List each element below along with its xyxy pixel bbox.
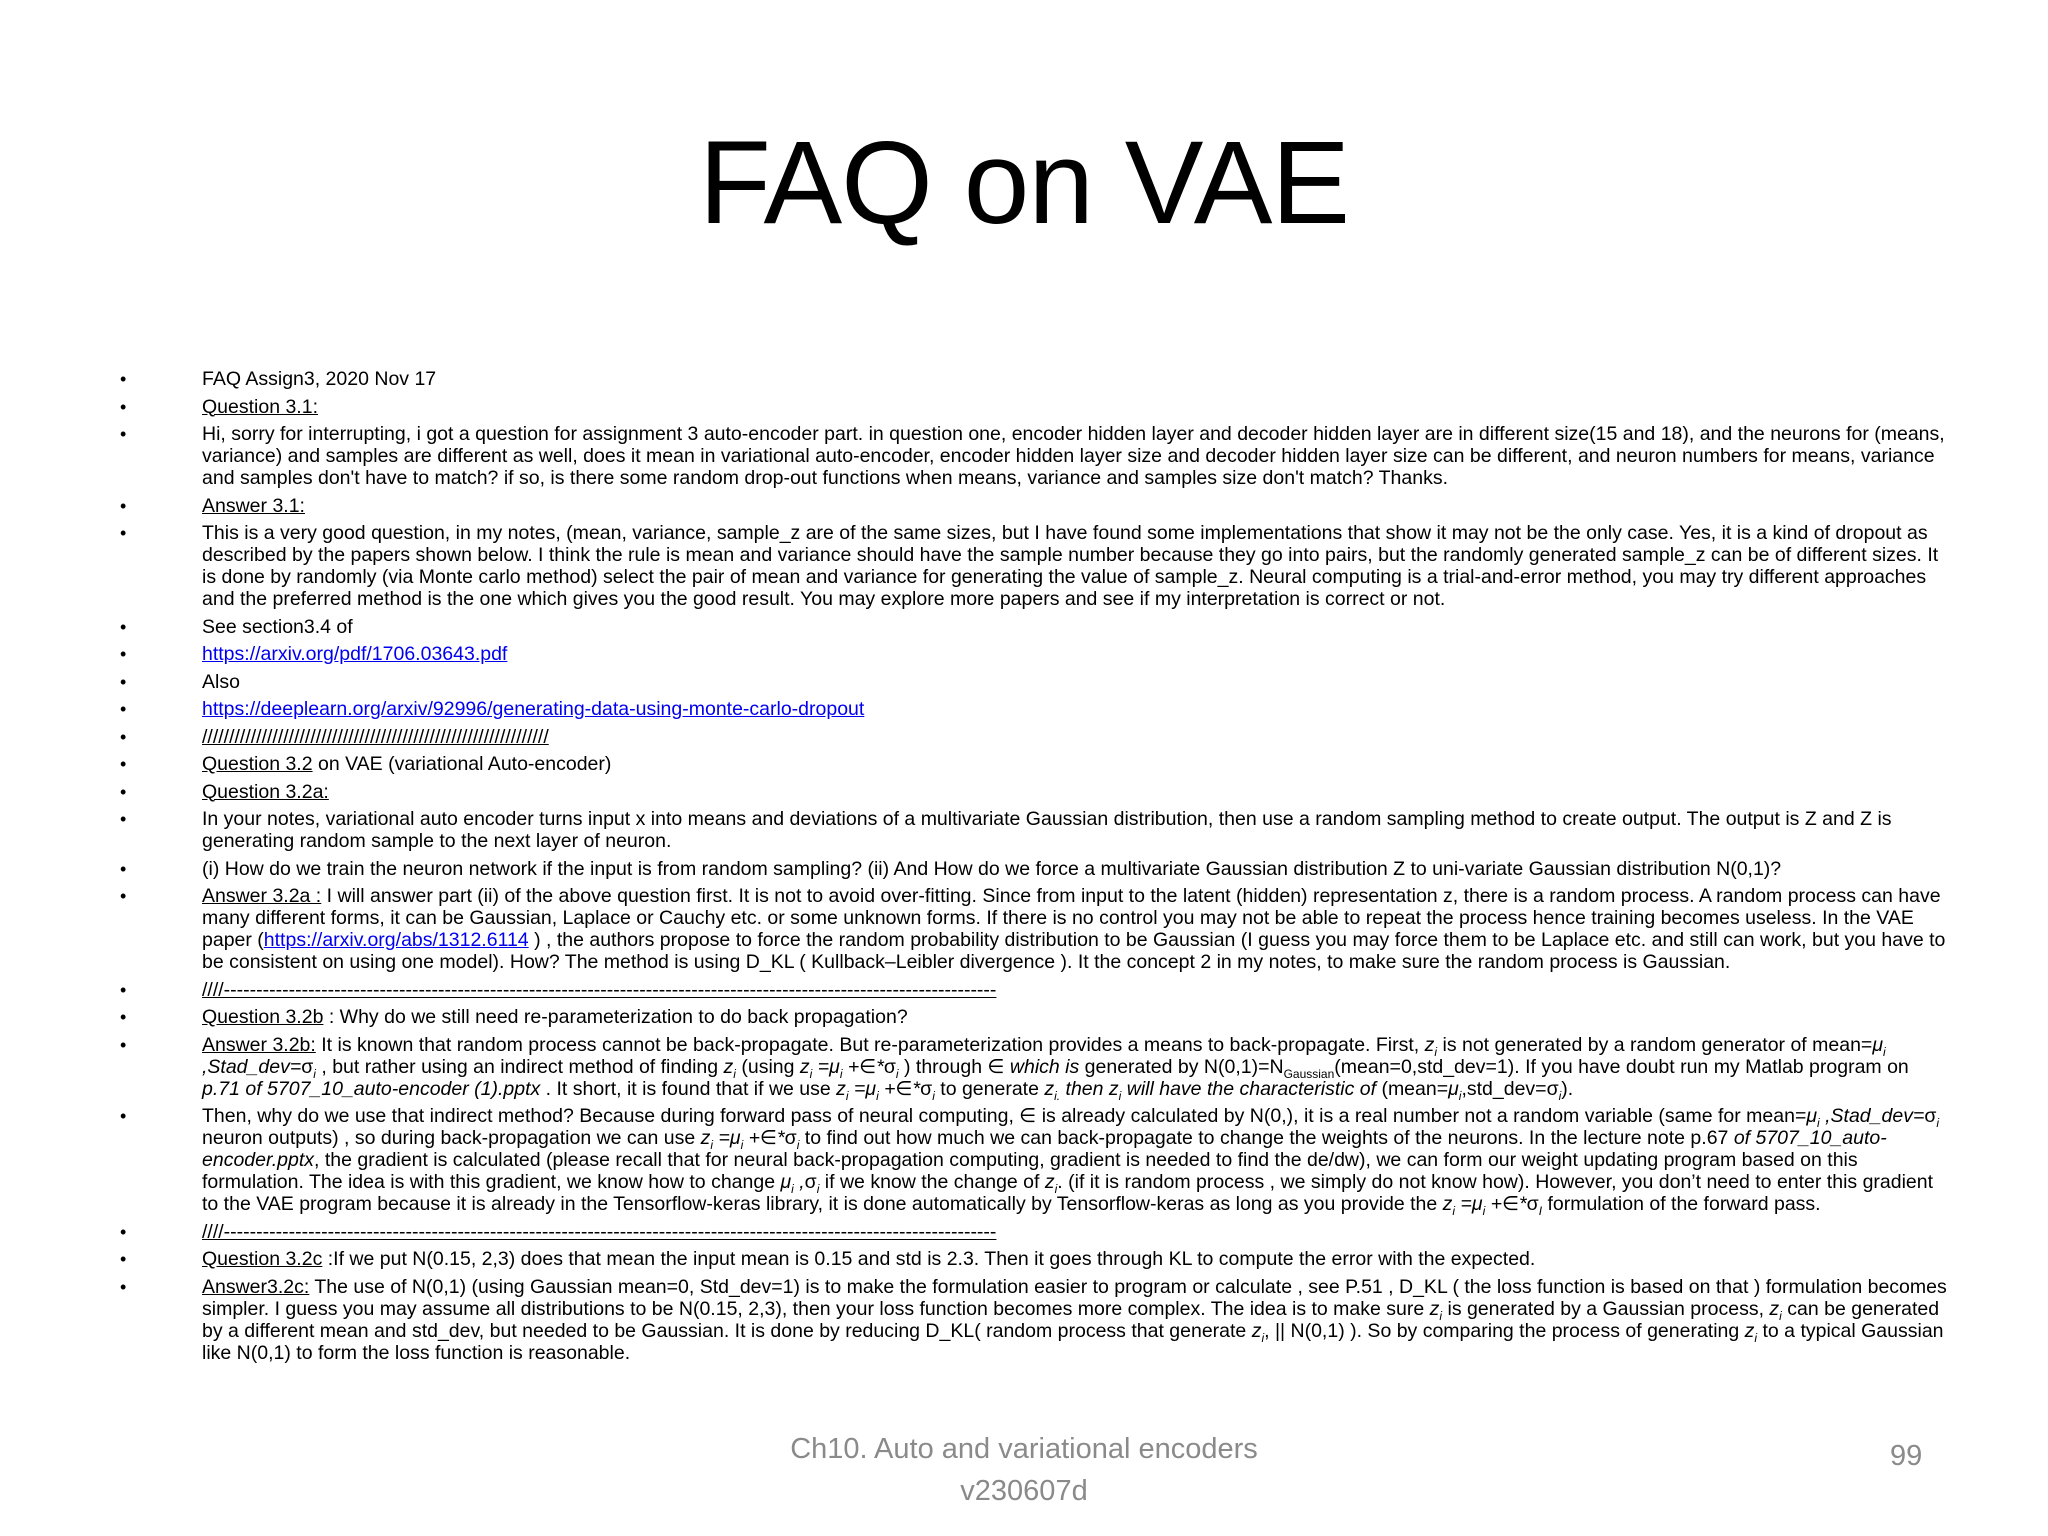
text-segment: It is known that random process cannot be back-propagate. But re-parameterization provides a means to back-propagate. First, [315, 1033, 1425, 1056]
list-item [118, 522, 1948, 610]
text-segment: z [1044, 1171, 1055, 1193]
list-item [118, 495, 1948, 517]
list-item [118, 368, 1948, 390]
list-item [118, 753, 1948, 775]
text-segment: on VAE (variational Auto-encoder) [312, 753, 612, 775]
text-segment: then z [1060, 1077, 1119, 1100]
text-segment: =μ [1455, 1193, 1483, 1215]
list-item-text [202, 726, 1948, 748]
text-segment: =μ [713, 1127, 741, 1149]
text-segment: (mean=0,std_dev=1). If you have doubt run my Matlab program on [1334, 1055, 1909, 1078]
underlined-label: Answer 3.2a : [202, 885, 322, 907]
bullet-icon: • [120, 644, 127, 664]
page-number: 99 [1890, 1440, 1923, 1472]
text-segment: z [1442, 1193, 1453, 1215]
subscript: i [876, 1088, 879, 1103]
underlined-label: Question 3.2 [202, 753, 313, 775]
text-segment: +∈* [1485, 1193, 1527, 1215]
text-segment: (mean= [1376, 1077, 1449, 1100]
bullet-icon: • [120, 781, 127, 802]
list-item-text [202, 368, 1948, 390]
list-item [118, 726, 1948, 748]
text-segment: σ [1924, 1105, 1937, 1127]
subscript: Gaussian [1283, 1066, 1335, 1081]
list-item [118, 423, 1948, 489]
bullet-icon: • [120, 858, 127, 879]
bullet-icon: • [120, 699, 127, 719]
text-segment: z [700, 1127, 711, 1149]
text-segment: , but rather using an indirect method of finding [315, 1055, 724, 1078]
bullet-icon: • [120, 886, 127, 906]
list-item-text [202, 495, 1948, 517]
text-segment: FAQ Assign3, 2020 Nov 17 [202, 368, 437, 390]
text-segment: will have the characteristic of [1121, 1077, 1377, 1100]
text-segment: σ [301, 1055, 314, 1078]
text-segment: σ [804, 1171, 817, 1193]
text-segment: In your notes, variational auto encoder turns input x into means and deviations of a multivariate Gaussian distribution, then use a random sampling method to create output. The output is Z and Z is generating random sample to the next layer of neuron. [202, 808, 1892, 852]
list-item-text [202, 979, 1948, 1001]
text-segment: to a typical Gaussian like N(0,1) to form the loss function is reasonable. [202, 1319, 1944, 1364]
underlined-label: Question 3.2b [202, 1006, 324, 1028]
text-segment: See section3.4 of [202, 615, 353, 638]
text-segment: can be generated by a different mean and std_dev, but needed to be Gaussian. It is done by reducing D_KL( random process that generate [202, 1297, 1940, 1342]
text-segment: +∈* [743, 1127, 785, 1149]
bullet-icon: • [120, 424, 127, 444]
subscript: i [313, 1066, 316, 1081]
text-segment: z [1744, 1319, 1755, 1342]
text-segment: The use of N(0,1) (using Gaussian mean=0, Std_dev=1) is to make the formulation easier to program or calculate , see P.51 , D_KL ( the loss function is based on that ) formulation becomes simpler. I guess you may assume all distributions to be N(0.15, 2,3), then your loss function becomes more complex. The idea is to make sure [202, 1275, 1947, 1320]
text-segment: =μ [848, 1077, 877, 1100]
list-item [118, 616, 1948, 638]
subscript: i [733, 1066, 736, 1081]
slide-title: FAQ on VAE [698, 117, 1350, 249]
text-segment: Then, why do we use that indirect method? Because during forward pass of neural computing, ∈ is already calculated by N(0,), it is a real number not a random variable (same for mean= [202, 1105, 1807, 1127]
list-item-text [202, 781, 1948, 803]
bullet-icon: • [120, 369, 127, 389]
text-segment: σ [784, 1127, 797, 1149]
underlined-label: Answer 3.2b: [202, 1033, 316, 1056]
subscript: i [1817, 1115, 1820, 1130]
list-item [118, 781, 1948, 803]
list-item [118, 643, 1948, 665]
text-segment: (using [735, 1055, 800, 1078]
hyperlink[interactable]: https://arxiv.org/abs/1312.6114 [263, 929, 529, 951]
list-item-text [202, 808, 1948, 852]
hyperlink[interactable]: https://deeplearn.org/arxiv/92996/generating-data-using-monte-carlo-dropout [202, 698, 865, 720]
list-item [118, 885, 1948, 973]
text-segment: σ [1526, 1193, 1539, 1215]
subscript: i [1883, 1044, 1886, 1059]
text-segment: (i) How do we train the neuron network if the input is from random sampling? (ii) And How do we force a multivariate Gaussian distribution Z to uni-variate Gaussian distribution N(0,1)? [202, 857, 1782, 880]
text-segment: μ [1806, 1105, 1818, 1127]
bullet-icon: • [120, 1007, 127, 1027]
list-item-text [202, 396, 1948, 418]
bullet-icon: • [120, 979, 127, 1000]
list-item [118, 698, 1948, 720]
bullet-icon: • [120, 1249, 127, 1269]
footer-chapter-label: Ch10. Auto and variational encoders [790, 1433, 1258, 1465]
list-item-text [202, 858, 1948, 880]
underlined-label: //////////////////////////////////////////////////////////////// [202, 725, 549, 748]
list-item [118, 671, 1948, 693]
text-segment: z [836, 1077, 846, 1100]
list-item-text [202, 753, 1948, 775]
text-segment: ,std_dev= [1461, 1077, 1547, 1100]
subscript: i [710, 1137, 714, 1152]
text-segment: :If we put N(0.15, 2,3) does that mean the input mean is 0.15 and std is 2.3. Then it goes through KL to compute the error with the expected. [322, 1248, 1536, 1270]
text-segment: : Why do we still need re-parameterization to do back propagation? [323, 1006, 908, 1028]
text-segment: z [1044, 1077, 1055, 1100]
bullet-icon: • [120, 616, 127, 637]
text-segment: ) , the authors propose to force the random probability distribution to be Gaussian (I guess you may force them to be Laplace etc. and still can work, but you have to be consistent on using one model). How? The method is using D_KL ( Kullback–Leibler divergence ). It the concept 2 in my notes, to make sure the random process is Gaussian. [202, 929, 1946, 973]
text-segment: ). [1561, 1077, 1574, 1100]
list-item-text [202, 1105, 1948, 1218]
subscript: i [1261, 1330, 1265, 1345]
underlined-label: Question 3.2a: [202, 780, 329, 803]
text-segment: Hi, sorry for interrupting, i got a question for assignment 3 auto-encoder part. in question one, encoder hidden layer and decoder hidden layer are in different size(15 and 18), and the neurons for (means, variance) and samples are different as well, does it mean in variational auto-encoder, encoder hidden layer size and decoder hidden layer size can be different, and neuron numbers for means, variance and samples don't have to match? if so, is there some random drop-out functions when means, variance and samples size don't match? Thanks. [202, 423, 1945, 489]
text-segment: z [1424, 1033, 1435, 1056]
text-segment: . (if it is random process , we simply do not know how). However, you don’t need to enter this gradient to the VAE program because it is already in the Tensorflow-keras library, it is done automatically by Tensorflow-keras as long as you provide the [202, 1171, 1934, 1215]
subscript: i [796, 1137, 800, 1152]
text-segment: ,Stad_dev= [1819, 1105, 1925, 1127]
subscript: i [1936, 1115, 1940, 1130]
underlined-label: ////----------------------------------------------------------------------------------------------------------------------- [202, 978, 997, 1001]
text-segment: μ [1872, 1033, 1883, 1056]
text-segment: neuron outputs) , so during back-propagation we can use [202, 1127, 701, 1149]
text-segment: is not generated by a random generator of mean= [1437, 1033, 1873, 1056]
list-item-text [202, 1248, 1948, 1270]
subscript: i [809, 1066, 813, 1081]
text-segment: ,Stad_dev= [202, 1055, 302, 1078]
text-segment: Also [202, 670, 240, 693]
text-segment: z [1251, 1319, 1262, 1342]
subscript: i [932, 1088, 935, 1103]
text-segment: which is [1009, 1055, 1080, 1078]
text-segment: formulation of the forward pass. [1542, 1193, 1821, 1215]
subscript: I [1538, 1203, 1543, 1218]
bullet-icon: • [120, 1034, 127, 1055]
text-segment: to find out how much we can back-propagate to change the weights of the neurons. In the lecture note p.67 [799, 1127, 1734, 1149]
list-item [118, 808, 1948, 852]
text-segment: +∈* [842, 1055, 884, 1078]
text-segment: is generated by a Gaussian process, [1442, 1297, 1770, 1320]
footer-version-label: v230607d [960, 1475, 1088, 1507]
list-item-text [202, 1006, 1948, 1028]
subscript: i [1779, 1308, 1782, 1323]
list-item-text [202, 616, 1948, 638]
subscript: i [1434, 1044, 1438, 1059]
list-item [118, 1248, 1948, 1270]
subscript: i [1118, 1088, 1122, 1103]
subscript: i [816, 1181, 820, 1196]
list-item-text [202, 1276, 1948, 1364]
list-item-text [202, 698, 1948, 720]
text-segment: I will answer part (ii) of the above question first. It is not to avoid over-fitting. Since from input to the latent (hidden) representation z, there is a random process. A random process can have many different forms, it can be Gaussian, Laplace or Cauchy etc. or some unknown forms. If there is no control you may not be able to repeat the process hence training becomes useless. In the VAE paper ( [202, 885, 1941, 951]
list-item [118, 1276, 1948, 1364]
text-segment: =μ [812, 1055, 840, 1078]
list-item [118, 1006, 1948, 1028]
underlined-label: Question 3.1: [202, 395, 318, 418]
text-segment: z [1429, 1297, 1440, 1320]
subscript: i [1452, 1203, 1456, 1218]
underlined-label: ////----------------------------------------------------------------------------------------------------------------------- [202, 1220, 997, 1243]
text-segment: μ [780, 1171, 792, 1193]
underlined-label: Question 3.2c [202, 1248, 323, 1270]
list-item-text [202, 885, 1948, 973]
text-segment: if we know the change of [819, 1171, 1045, 1193]
bullet-icon: • [120, 396, 127, 417]
hyperlink[interactable]: https://arxiv.org/pdf/1706.03643.pdf [202, 643, 508, 665]
list-item-text [202, 643, 1948, 665]
list-item-text [202, 423, 1948, 489]
list-item-text [202, 1033, 1948, 1103]
subscript: i. [1054, 1088, 1061, 1103]
text-segment: p.71 of 5707_10_auto-encoder (1).pptx [202, 1077, 541, 1100]
list-item [118, 1221, 1948, 1243]
bullet-icon: • [120, 495, 127, 516]
list-item-text [202, 1221, 1948, 1243]
bullet-icon: • [120, 1276, 127, 1297]
list-item-text [202, 671, 1948, 693]
subscript: i [740, 1137, 744, 1152]
text-segment: σ [883, 1055, 896, 1078]
list-item [118, 1033, 1948, 1103]
subscript: i [791, 1181, 794, 1196]
underlined-label: Answer3.2c: [202, 1275, 310, 1298]
text-segment: , the gradient is calculated (please recall that for neural back-propagation computing, gradient is needed to find the de/dw), we can form our weight updating program based on this formulation. The idea is with this gradient, we know how to change [202, 1149, 1858, 1193]
text-segment: σ [1546, 1077, 1559, 1100]
list-item-text [202, 522, 1948, 610]
text-segment: of 5707_10_auto-encoder.pptx [202, 1127, 1887, 1171]
text-segment: This is a very good question, in my notes, (mean, variance, sample_z are of the same sizes, but I have found some implementations that show it may not be the only case. Yes, it is a kind of dropout as described by the papers shown below. I think the rule is mean and variance should have the sample number because they go into pairs, but the randomly generated sample_z can be of different sizes. It is done by randomly (via Monte carlo method) select the pair of mean and variance for generating the value of sample_z. Neural computing is a trial-and-error method, you may try different approaches and the preferred method is the one which gives you the good result. You may explore more papers and see if my interpretation is correct or not. [202, 522, 1939, 610]
bullet-icon: • [120, 671, 127, 692]
subscript: i [1054, 1181, 1058, 1196]
list-item [118, 979, 1948, 1001]
list-item [118, 1105, 1948, 1218]
text-segment: z [723, 1055, 734, 1078]
text-segment: σ [920, 1077, 933, 1100]
subscript: i [1458, 1088, 1462, 1103]
bullet-icon: • [120, 754, 127, 774]
subscript: i [895, 1066, 899, 1081]
text-segment: z [1769, 1297, 1780, 1320]
text-segment: . It short, it is found that if we use [540, 1077, 837, 1100]
subscript: i [1439, 1308, 1443, 1323]
text-segment: ) through ∈ [898, 1055, 1010, 1078]
text-segment: , [793, 1171, 805, 1193]
bullet-icon: • [120, 809, 127, 829]
subscript: i [845, 1088, 849, 1103]
slide-footer [0, 1428, 2048, 1512]
text-segment: +∈* [878, 1077, 921, 1100]
subscript: i [1482, 1203, 1486, 1218]
subscript: i [1558, 1088, 1562, 1103]
underlined-label: Answer 3.1: [202, 494, 305, 517]
text-segment: to generate [934, 1077, 1045, 1100]
faq-bullet-list [118, 368, 1948, 1369]
bullet-icon: • [120, 726, 127, 747]
subscript: i [839, 1066, 843, 1081]
text-segment: , || N(0,1) ). So by comparing the process of generating [1264, 1319, 1745, 1342]
text-segment: μ [1448, 1077, 1459, 1100]
bullet-icon: • [120, 1106, 127, 1126]
bullet-icon: • [120, 1221, 127, 1242]
text-segment: generated by N(0,1)=N [1079, 1055, 1284, 1078]
bullet-icon: • [120, 523, 127, 543]
list-item [118, 858, 1948, 880]
text-segment: z [799, 1055, 810, 1078]
subscript: i [1754, 1330, 1758, 1345]
list-item [118, 396, 1948, 418]
